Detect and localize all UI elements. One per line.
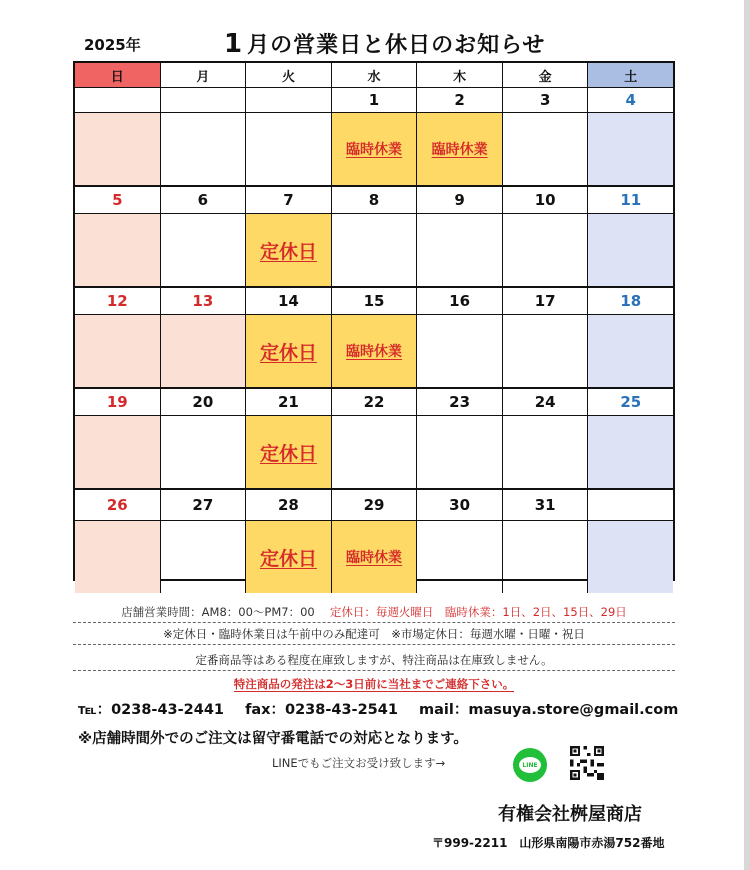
hours-line [73, 604, 675, 623]
day-cell [588, 416, 673, 488]
date-number: 6 [161, 187, 247, 213]
temporary-closure-label: 臨時休業 [346, 344, 403, 360]
day-cell [75, 113, 161, 185]
day-cell [75, 416, 161, 488]
day-status-row [75, 214, 673, 286]
fax-number: fax：0238-43-2541 [245, 702, 398, 718]
weekday-sat: 土 [588, 63, 673, 87]
calendar [73, 61, 675, 581]
day-status-row [75, 521, 673, 593]
day-cell [417, 315, 503, 387]
calendar-week [75, 288, 673, 389]
closed-day-cell [246, 416, 332, 488]
date-number: 3 [503, 88, 589, 112]
special-order-text: 特注商品の発注は2〜3日前に当社までご連絡下さい。 [233, 677, 515, 691]
date-number: 22 [332, 389, 418, 415]
delivery-note: ※定休日・臨時休業日は午前中のみ配達可 ※市場定休日：毎週水曜・日曜・祝日 [73, 626, 675, 645]
line-icon-label: LINE [519, 757, 541, 773]
day-cell [503, 416, 589, 488]
date-number [75, 88, 161, 112]
date-number: 9 [417, 187, 503, 213]
date-number: 30 [417, 490, 503, 520]
date-number: 31 [503, 490, 589, 520]
date-number-row [75, 187, 673, 214]
month-number: 1 [224, 29, 244, 59]
closed-day-cell [246, 315, 332, 387]
day-cell [417, 521, 503, 593]
date-number [588, 490, 673, 520]
temporary-closure-label: 臨時休業 [346, 550, 403, 566]
date-number: 2 [417, 88, 503, 112]
date-number: 20 [161, 389, 247, 415]
calendar-weeks [75, 88, 673, 593]
closed-day-cell [332, 315, 418, 387]
date-number: 29 [332, 490, 418, 520]
closed-day-cell [417, 113, 503, 185]
day-status-row [75, 113, 673, 185]
date-number: 25 [620, 393, 642, 411]
regular-holiday-label: 定休日 [259, 442, 317, 465]
date-number: 23 [417, 389, 503, 415]
calendar-week [75, 389, 673, 490]
date-number: 7 [246, 187, 332, 213]
day-cell [161, 315, 247, 387]
day-cell [332, 214, 418, 286]
date-number: 1 [332, 88, 418, 112]
closed-day-cell [246, 214, 332, 286]
date-number: 8 [332, 187, 418, 213]
date-number: 11 [620, 191, 642, 209]
date-number [246, 88, 332, 112]
line-app-icon[interactable] [513, 748, 547, 782]
closed-day-cell [332, 521, 418, 593]
closed-day-cell [332, 113, 418, 185]
date-number: 4 [625, 91, 636, 109]
closed-day-cell [246, 521, 332, 593]
email-address: mail：masuya.store@gmail.com [419, 702, 679, 718]
day-cell [75, 315, 161, 387]
date-number: 21 [246, 389, 332, 415]
title-text: 月の営業日と休日のお知らせ [247, 33, 546, 58]
date-number: 26 [75, 490, 161, 520]
weekday-wed: 水 [332, 63, 418, 87]
weekday-mon: 月 [161, 63, 247, 87]
date-number: 19 [75, 389, 161, 415]
day-cell [332, 416, 418, 488]
date-number: 16 [417, 288, 503, 314]
day-cell [503, 315, 589, 387]
weekday-thu: 木 [417, 63, 503, 87]
year-label: 2025年 [84, 36, 141, 54]
day-cell [503, 214, 589, 286]
day-cell [588, 315, 673, 387]
day-cell [75, 214, 161, 286]
day-cell [588, 521, 673, 593]
day-status-row [75, 315, 673, 387]
day-cell [588, 113, 673, 185]
calendar-week [75, 490, 673, 593]
contact-line [78, 698, 694, 719]
day-cell [503, 113, 589, 185]
date-number: 15 [332, 288, 418, 314]
day-cell [417, 214, 503, 286]
business-hours: 店舗営業時間：AM8：00〜PM7：00 [121, 605, 315, 619]
weekday-header-row [75, 63, 673, 88]
calendar-week [75, 88, 673, 187]
day-cell [161, 416, 247, 488]
day-cell [503, 521, 589, 593]
date-number: 5 [75, 187, 161, 213]
date-number-row [75, 389, 673, 416]
date-number: 10 [503, 187, 589, 213]
line-order-text: LINEでもご注文お受け致します→ [272, 756, 446, 770]
qr-code-icon[interactable] [570, 746, 604, 780]
day-cell [161, 521, 247, 593]
regular-holiday-label: 定休日 [259, 547, 317, 570]
temporary-closure-label: 臨時休業 [431, 142, 488, 158]
date-number-row [75, 288, 673, 315]
date-number [161, 88, 247, 112]
special-order-note [73, 676, 675, 692]
date-number: 14 [246, 288, 332, 314]
regular-holiday-label: 定休日 [259, 240, 317, 263]
header [74, 28, 674, 58]
after-hours-note: ※店舗時間外でのご注文は留守番電話での対応となります。 [78, 731, 468, 747]
page-edge [744, 0, 750, 870]
date-number-row [75, 490, 673, 521]
weekday-fri: 金 [503, 63, 589, 87]
day-status-row [75, 416, 673, 488]
tel-number: ℡：0238-43-2441 [78, 702, 224, 718]
day-cell [161, 113, 247, 185]
closed-days-rule: 定休日：毎週火曜日 臨時休業：1日、2日、15日、29日 [329, 605, 627, 619]
temporary-closure-label: 臨時休業 [346, 142, 403, 158]
day-cell [75, 521, 161, 593]
date-number: 18 [620, 292, 642, 310]
company-address: 〒999-2211 山形県南陽市赤湯752番地 [432, 836, 665, 850]
date-number: 24 [503, 389, 589, 415]
calendar-week [75, 187, 673, 288]
day-cell [161, 214, 247, 286]
date-number: 12 [75, 288, 161, 314]
company-name: 有権会社桝屋商店 [498, 804, 642, 825]
weekday-tue: 火 [246, 63, 332, 87]
day-cell [246, 113, 332, 185]
date-number: 27 [161, 490, 247, 520]
weekday-sun: 日 [75, 63, 161, 87]
day-cell [588, 214, 673, 286]
date-number: 17 [503, 288, 589, 314]
page-title [224, 28, 545, 59]
regular-holiday-label: 定休日 [259, 341, 317, 364]
day-cell [417, 416, 503, 488]
stock-note: 定番商品等はある程度在庫致しますが、特注商品は在庫致しません。 [73, 652, 675, 671]
date-number: 28 [246, 490, 332, 520]
date-number-row [75, 88, 673, 113]
date-number: 13 [161, 288, 247, 314]
